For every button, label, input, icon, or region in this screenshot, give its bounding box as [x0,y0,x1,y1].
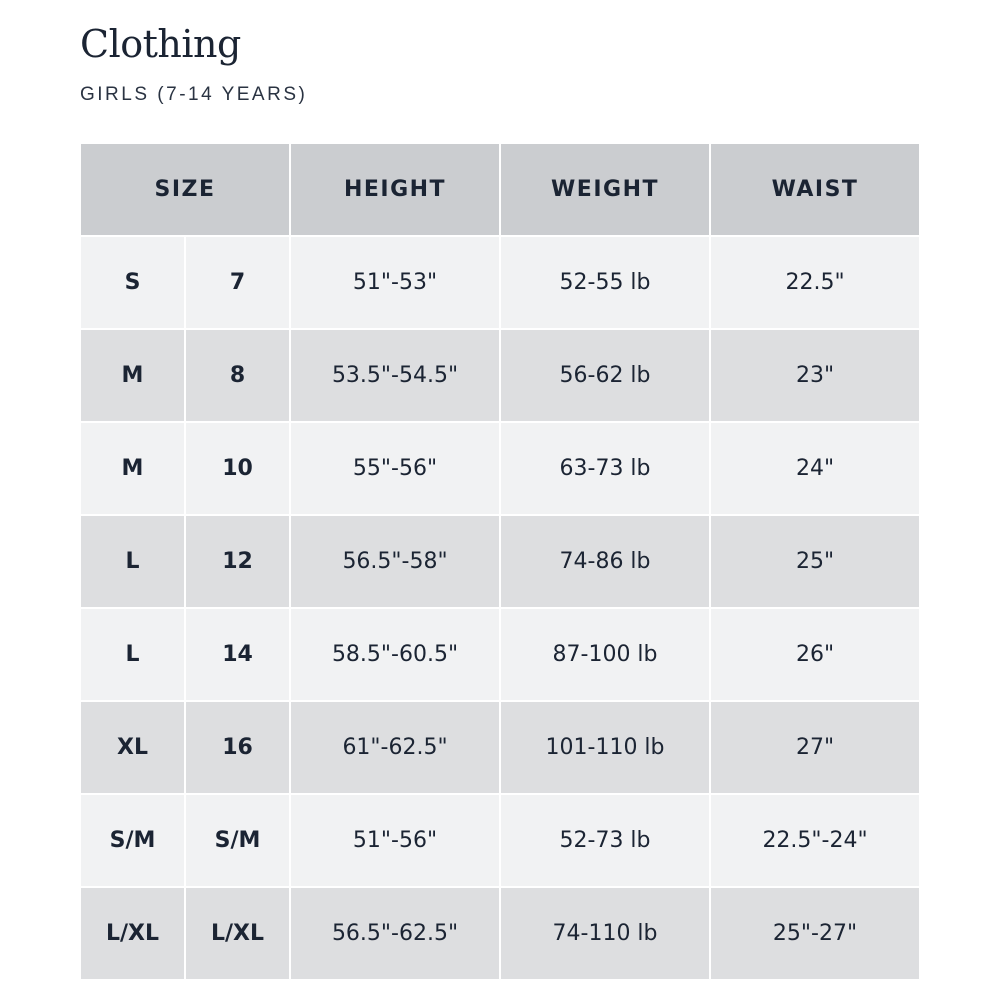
size-letter-cell: M [80,422,185,515]
height-cell: 53.5"-54.5" [290,329,500,422]
table-row [80,329,920,422]
column-header-height: HEIGHT [290,143,500,236]
size-letter-cell: L/XL [80,887,185,980]
waist-cell: 24" [710,422,920,515]
weight-cell: 101-110 lb [500,701,710,794]
table-row [80,515,920,608]
weight-cell: 87-100 lb [500,608,710,701]
table-row [80,608,920,701]
size-number-cell: 7 [185,236,290,329]
height-cell: 51"-53" [290,236,500,329]
weight-cell: 74-86 lb [500,515,710,608]
size-number-cell: 14 [185,608,290,701]
height-cell: 55"-56" [290,422,500,515]
waist-cell: 23" [710,329,920,422]
column-header-size: SIZE [80,143,290,236]
size-number-cell: 12 [185,515,290,608]
waist-cell: 25" [710,515,920,608]
height-cell: 56.5"-62.5" [290,887,500,980]
column-header-weight: WEIGHT [500,143,710,236]
size-number-cell: 8 [185,329,290,422]
table-row [80,236,920,329]
size-letter-cell: L [80,515,185,608]
height-cell: 51"-56" [290,794,500,887]
weight-cell: 56-62 lb [500,329,710,422]
waist-cell: 27" [710,701,920,794]
column-header-waist: WAIST [710,143,920,236]
size-number-cell: 16 [185,701,290,794]
table-row [80,422,920,515]
weight-cell: 63-73 lb [500,422,710,515]
weight-cell: 52-55 lb [500,236,710,329]
page-title: Clothing [80,22,241,66]
table-row [80,794,920,887]
weight-cell: 74-110 lb [500,887,710,980]
waist-cell: 25"-27" [710,887,920,980]
table-row [80,701,920,794]
size-letter-cell: XL [80,701,185,794]
size-letter-cell: S [80,236,185,329]
table-row [80,887,920,980]
size-chart-table [79,142,921,981]
waist-cell: 22.5"-24" [710,794,920,887]
waist-cell: 22.5" [710,236,920,329]
height-cell: 61"-62.5" [290,701,500,794]
header-row [80,143,920,236]
size-number-cell: L/XL [185,887,290,980]
weight-cell: 52-73 lb [500,794,710,887]
waist-cell: 26" [710,608,920,701]
height-cell: 58.5"-60.5" [290,608,500,701]
page-subtitle: GIRLS (7-14 YEARS) [80,84,308,105]
size-number-cell: S/M [185,794,290,887]
size-letter-cell: L [80,608,185,701]
size-number-cell: 10 [185,422,290,515]
size-letter-cell: S/M [80,794,185,887]
size-letter-cell: M [80,329,185,422]
height-cell: 56.5"-58" [290,515,500,608]
